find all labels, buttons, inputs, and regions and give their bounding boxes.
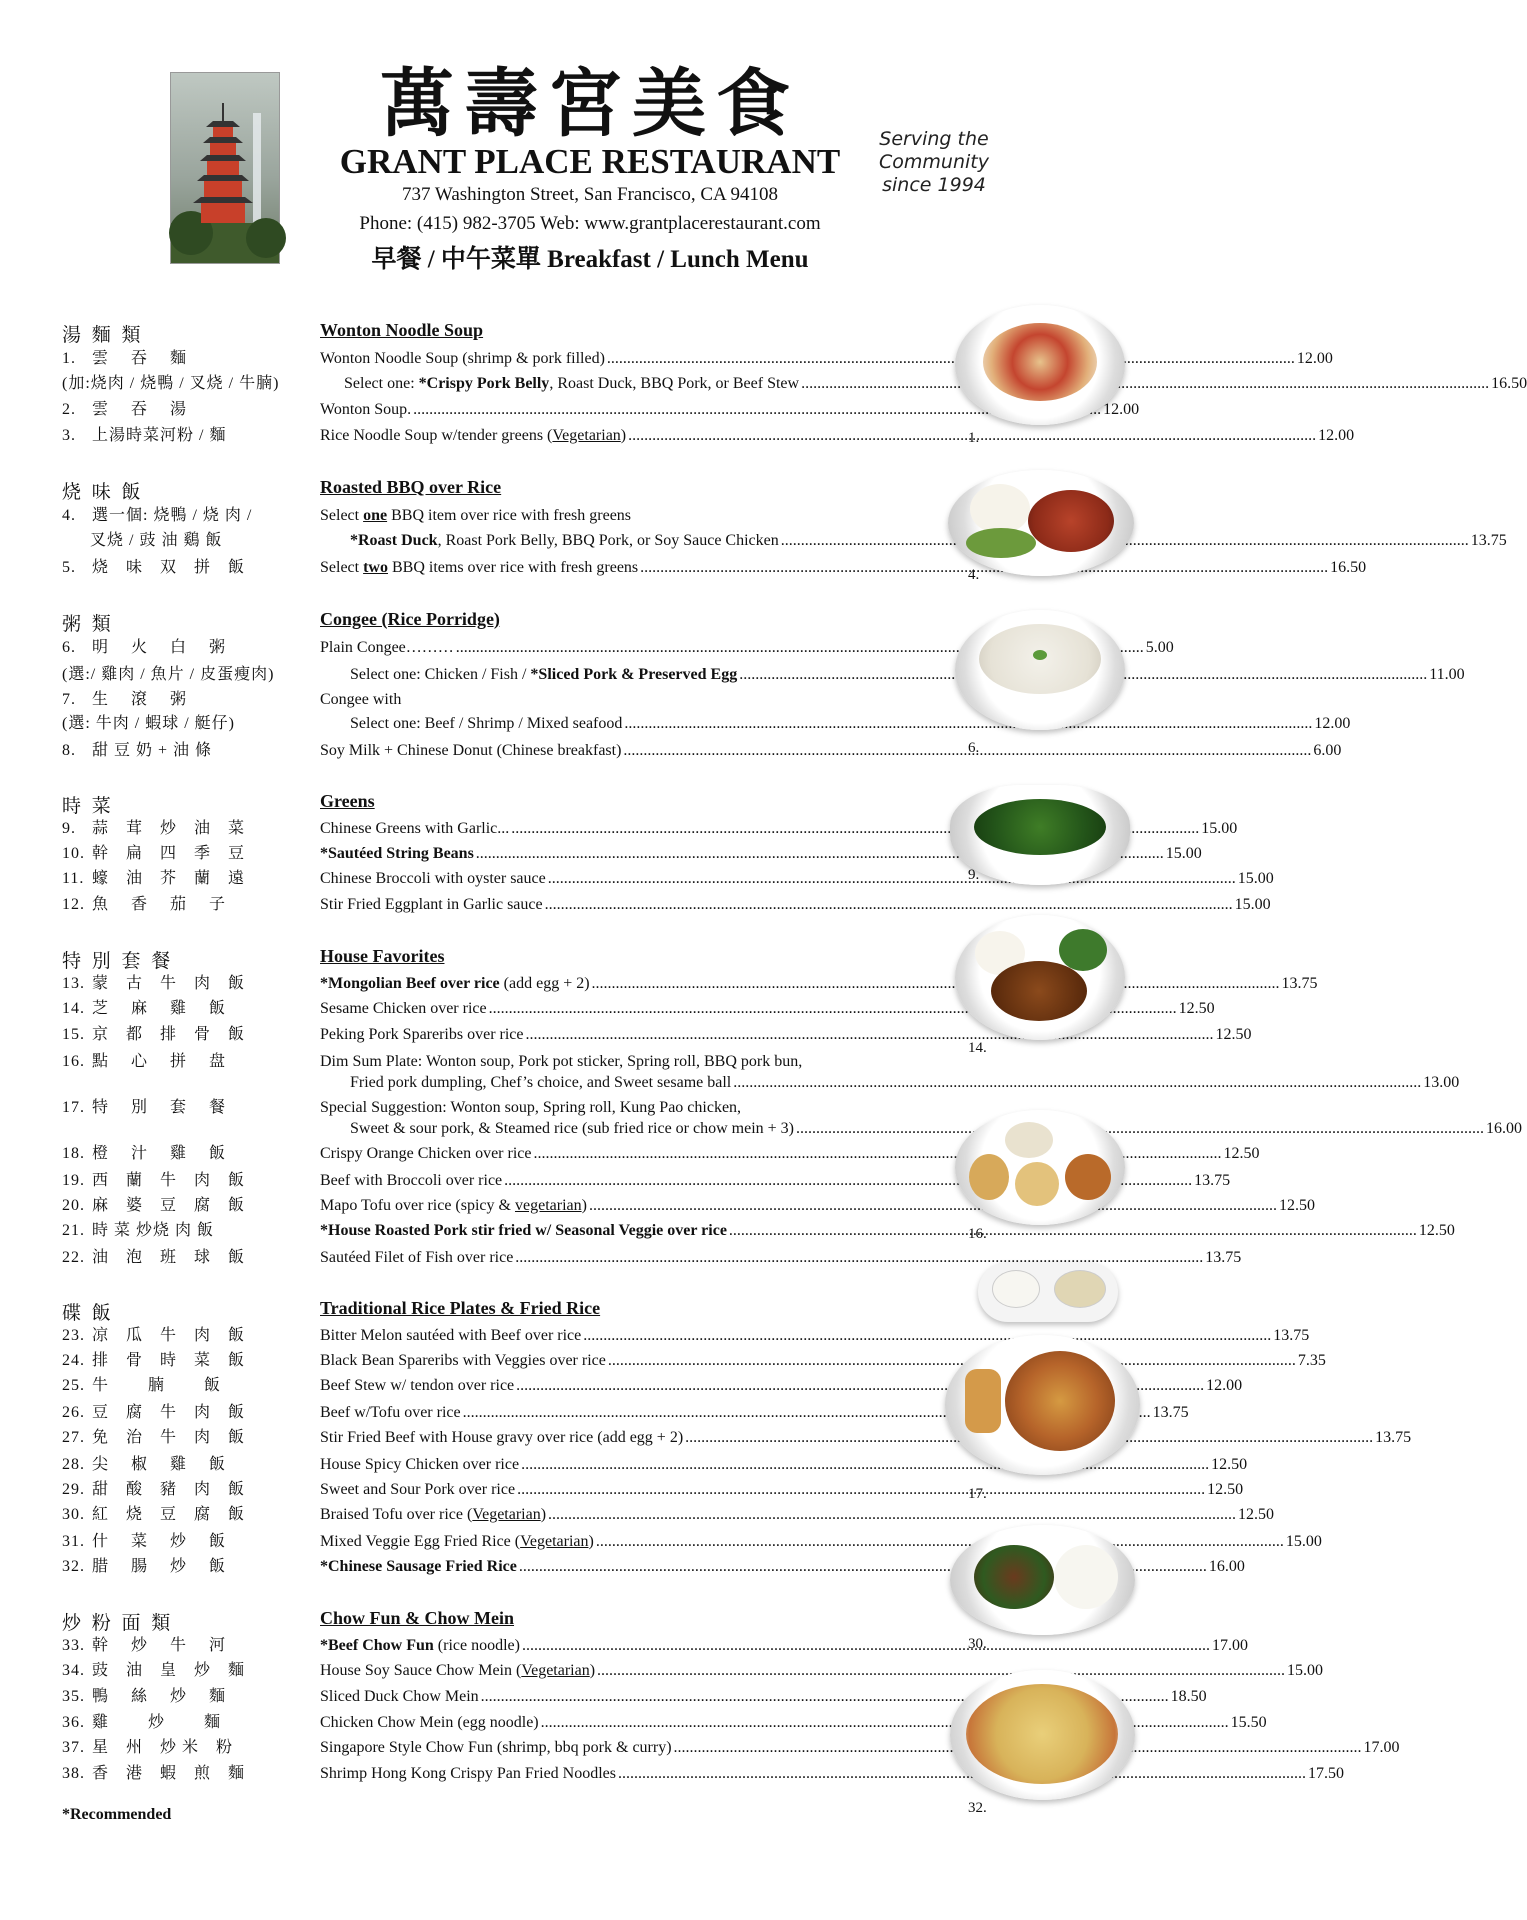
item-number: 2. [62,401,76,418]
menu-item [0,1118,1523,1142]
vegetarian-tag: Vegetarian [520,1533,589,1550]
item-description: Beef with Broccoli over rice [320,1172,503,1189]
item-chinese-name: 腊 腸 炒 飯 [92,1558,227,1575]
item-chinese-name: 幹 扁 四 季 豆 [92,845,246,862]
item-price: 16.00 [1208,1558,1245,1575]
item-number: 30. [62,1506,85,1523]
item-chinese-name: 點 心 拼 盘 [92,1053,227,1070]
item-chinese-name: 麻 婆 豆 腐 飯 [92,1197,246,1214]
item-chinese-name: 橙 汁 雞 飯 [92,1145,227,1162]
item-number: 35. [62,1688,85,1705]
item-description: Chinese Broccoli with oyster sauce [320,870,546,887]
section-heading-cn: 特 別 套 餐 [62,951,174,972]
item-number: 6. [62,639,76,656]
item-chinese-name: (加:烧肉 / 烧鴨 / 叉烧 / 牛腩) [62,375,280,392]
dish-photo-sesame-chicken [955,915,1125,1040]
item-description: ) [620,427,627,444]
item-price: 15.00 [1287,1662,1324,1679]
item-number: 3. [62,427,76,444]
item-description: Select one: [344,375,419,392]
menu-item [0,1247,1242,1271]
item-description: Congee with [320,691,402,708]
item-description: ) [540,1506,547,1523]
item-description: Select [320,507,364,524]
item-number: 26. [62,1404,85,1421]
item-price: 13.75 [1194,1172,1231,1189]
menu-item [0,1454,1248,1478]
menu-item [0,1686,1207,1710]
section-heading: Chow Fun & Chow Mein [320,1608,515,1628]
item-number: 10. [62,845,85,862]
item-chinese-name: 鴨 絲 炒 麵 [92,1688,227,1705]
menu-item [0,1072,1460,1096]
item-price: 18.50 [1170,1688,1207,1705]
item-description: , Roast Duck, BBQ Pork, or Beef Stew [549,375,800,392]
item-chinese-name: 免 治 牛 肉 飯 [92,1429,246,1446]
restaurant-contact: Phone: (415) 982-3705 Web: www.grantplacerestaurant.com [359,213,821,234]
menu-item [0,1402,1189,1426]
item-price: 15.00 [1285,1533,1322,1550]
item-description: Beef w/Tofu over rice [320,1404,461,1421]
recommended-item: *Crispy Pork Belly [418,375,550,392]
item-chinese-name: 紅 烧 豆 腐 飯 [92,1506,246,1523]
section-heading: Wonton Noodle Soup [320,320,484,340]
item-emphasis: one [363,507,388,524]
menu-item [0,348,1333,372]
item-description: (add egg + 2) [499,975,590,992]
item-number: 4. [62,507,76,524]
item-chinese-name: 凉 瓜 牛 肉 飯 [92,1327,246,1344]
item-description: Sweet & sour pork, & Steamed rice (sub fried rice or chow mein + 3) [350,1120,795,1137]
section-heading-cn: 烧 味 飯 [62,482,144,503]
item-description: BBQ item over rice with fresh greens [387,507,632,524]
item-description: Peking Pork Spareribs over rice [320,1026,524,1043]
item-price: 15.00 [1201,820,1238,837]
item-price: 13.75 [1152,1404,1189,1421]
photo-label: 6. [968,740,980,756]
section-heading-cn: 時 菜 [62,796,114,817]
item-chinese-name: 芝 麻 雞 飯 [92,1000,227,1017]
item-description: Soy Milk + Chinese Donut (Chinese breakfast) [320,742,622,759]
item-chinese-name: 西 蘭 牛 肉 飯 [92,1172,246,1189]
item-price: 7.35 [1297,1352,1326,1369]
item-description: Beef Stew w/ tendon over rice [320,1377,515,1394]
item-number: 12. [62,896,85,913]
item-chinese-name: 京 都 排 骨 飯 [92,1026,246,1043]
menu-item [0,505,920,529]
item-description: Fried pork dumpling, Chef’s choice, and Sweet sesame ball [350,1074,732,1091]
menu-item [0,1763,1344,1787]
item-description: Stir Fried Beef with House gravy over rice (add egg + 2) [320,1429,684,1446]
item-number: 22. [62,1249,85,1266]
tagline-line: Serving the [879,128,989,150]
item-chinese-name: 上湯時菜河粉 / 麵 [92,427,227,444]
item-chinese-name: 排 骨 時 菜 飯 [92,1352,246,1369]
item-description: Wonton Soup. [320,401,412,418]
menu-item [0,637,1174,661]
menu-item [0,843,1202,867]
item-chinese-name: 雲 吞 麵 [92,350,188,367]
item-number: 34. [62,1662,85,1679]
item-price: 13.75 [1470,532,1507,549]
recommended-item: *Roast Duck [350,532,438,549]
item-chinese-name: 明 火 白 粥 [92,639,227,656]
item-price: 12.00 [1103,401,1140,418]
photo-label: 9. [968,867,980,883]
item-number: 7. [62,691,76,708]
item-description: Special Suggestion: Wonton soup, Spring roll, Kung Pao chicken, [320,1099,742,1116]
item-number: 29. [62,1481,85,1498]
item-price: 11.00 [1429,666,1465,683]
item-number: 19. [62,1172,85,1189]
item-description: BBQ items over rice with fresh greens [387,559,639,576]
item-number: 25. [62,1377,85,1394]
menu-item [0,713,1351,737]
item-price: 5.00 [1145,639,1174,656]
item-description: Bitter Melon sautéed with Beef over rice [320,1327,582,1344]
menu-item [0,740,1342,764]
item-description: Black Bean Spareribs with Veggies over rice [320,1352,606,1369]
recommended-item: *Beef Chow Fun [320,1637,434,1654]
restaurant-address: 737 Washington Street, San Francisco, CA 94108 [402,184,778,205]
item-number: 9. [62,820,76,837]
item-price: 16.50 [1330,559,1367,576]
item-price: 6.00 [1313,742,1342,759]
photo-label: 4. [968,567,980,583]
recommended-item: *House Roasted Pork stir fried w/ Seasonal Veggie over rice [320,1222,727,1239]
item-number: 5. [62,559,76,576]
item-chinese-name: 甜 豆 奶 + 油 條 [92,742,213,759]
vegetarian-tag: Vegetarian [472,1506,541,1523]
recommended-item: *Mongolian Beef over rice [320,975,500,992]
item-price: 12.50 [1207,1481,1244,1498]
item-number: 28. [62,1456,85,1473]
recommended-item: *Chinese Sausage Fried Rice [320,1558,517,1575]
item-chinese-name: 蠔 油 芥 蘭 遠 [92,870,246,887]
item-price: 13.00 [1423,1074,1460,1091]
section-heading: Roasted BBQ over Rice [320,477,502,497]
item-chinese-name: (選: 牛肉 / 蝦球 / 艇仔) [62,715,235,732]
item-number: 31. [62,1533,85,1550]
menu-item [0,1660,1324,1684]
item-description: Crispy Orange Chicken over rice [320,1145,532,1162]
item-description: Braised Tofu over rice ( [320,1506,473,1523]
section-heading-cn: 炒 粉 面 類 [62,1613,174,1634]
item-description: Chinese Greens with Garlic... [320,820,510,837]
item-chinese-name: 魚 香 茄 子 [92,896,227,913]
item-number: 1. [62,350,76,367]
menu-item [0,1195,1315,1219]
item-number: 16. [62,1053,85,1070]
menu-item [0,1737,1400,1761]
menu-item [0,1170,1231,1194]
item-description: ) [589,1662,596,1679]
item-description: Stir Fried Eggplant in Garlic sauce [320,896,543,913]
item-chinese-name: 叉烧 / 豉 油 鷄 飯 [90,532,223,549]
item-chinese-name: 尖 椒 雞 飯 [92,1456,227,1473]
photo-label: 1. [968,430,980,446]
restaurant-name: GRANT PLACE RESTAURANT [339,142,841,181]
dish-photo-roast-duck [948,470,1134,576]
item-price: 17.50 [1308,1765,1344,1782]
menu-title: 早餐 / 中午菜單 Breakfast / Lunch Menu [371,246,809,273]
item-price: 13.75 [1273,1327,1310,1344]
menu-item [0,425,1355,449]
item-description: Plain Congee……… [320,639,454,656]
item-number: 15. [62,1026,85,1043]
menu-item [0,1143,1260,1167]
menu-item [0,1350,1326,1374]
item-chinese-name: 什 菜 炒 飯 [92,1533,227,1550]
item-description: Select one: Beef / Shrimp / Mixed seafood [350,715,623,732]
menu-item [0,1325,1310,1349]
item-description: Mixed Veggie Egg Fried Rice ( [320,1533,521,1550]
item-chinese-name: 雞 炒 麵 [92,1714,222,1731]
item-chinese-name: 牛 腩 飯 [92,1377,222,1394]
item-price: 13.75 [1375,1429,1412,1446]
item-number: 13. [62,975,85,992]
item-price: 12.50 [1178,1000,1215,1017]
item-description: (rice noodle) [433,1637,520,1654]
menu-item [0,1531,1322,1555]
item-description: , Roast Pork Belly, BBQ Pork, or Soy Sauce Chicken [437,532,779,549]
dish-photo-sausage-fried-rice [950,1670,1135,1800]
item-chinese-name: 香 港 蝦 煎 麵 [92,1765,246,1782]
item-chinese-name: 蒙 古 牛 肉 飯 [92,975,246,992]
item-description: Wonton Noodle Soup (shrimp & pork filled) [320,350,605,367]
item-price: 12.00 [1206,1377,1243,1394]
vegetarian-tag: Vegetarian [521,1662,590,1679]
item-price: 12.00 [1318,427,1355,444]
item-chinese-name: 幹 炒 牛 河 [92,1637,227,1654]
section-heading: Congee (Rice Porridge) [320,609,500,629]
dish-photo-braised-tofu [950,1525,1135,1635]
item-chinese-name: (選:/ 雞肉 / 魚片 / 皮蛋瘦肉) [62,666,275,683]
item-chinese-name: 特 別 套 餐 [92,1099,227,1116]
item-number: 17. [62,1099,85,1116]
item-number: 11. [62,870,85,887]
dish-photo-congee [955,610,1125,730]
section-heading: Greens [320,791,375,811]
item-chinese-name: 甜 酸 豬 肉 飯 [92,1481,246,1498]
item-description: House Soy Sauce Chow Mein ( [320,1662,522,1679]
item-number: 24. [62,1352,85,1369]
item-description: ) [588,1533,594,1550]
menu-item [0,373,1527,397]
recommended-item: *Sautéed String Beans [320,845,474,862]
item-price: 15.00 [1237,870,1274,887]
dish-photo-special-suggestion [945,1335,1140,1475]
item-chinese-name: 豆 腐 牛 肉 飯 [92,1404,246,1421]
menu-item [0,998,1215,1022]
item-number: 20. [62,1197,85,1214]
item-price: 12.00 [1314,715,1351,732]
item-chinese-name: 雲 吞 湯 [92,401,188,418]
item-number: 38. [62,1765,85,1782]
item-number: 37. [62,1739,85,1756]
item-number: 23. [62,1327,85,1344]
photo-label: 14. [968,1040,987,1056]
item-description: Sliced Duck Chow Mein [320,1688,479,1705]
photo-label: 32. [968,1800,987,1816]
item-number: 14. [62,1000,85,1017]
item-description: Mapo Tofu over rice (spicy & [320,1197,515,1214]
item-price: 15.00 [1165,845,1202,862]
item-description: Singapore Style Chow Fun (shrimp, bbq pork & curry) [320,1739,672,1756]
item-chinese-name: 星 州 炒 米 粉 [92,1739,234,1756]
item-price: 12.50 [1211,1456,1248,1473]
tagline-line: Community [879,151,989,173]
restaurant-chinese-name: 萬壽宮美食 [380,61,800,147]
item-price: 17.00 [1211,1637,1248,1654]
item-chinese-name: 選一個: 烧鴨 / 烧 肉 / [92,507,253,524]
item-number: 18. [62,1145,85,1162]
menu-item [0,1556,1245,1580]
item-number: 8. [62,742,76,759]
photo-label: 17. [968,1486,987,1502]
item-description: Select [320,559,364,576]
vegetarian-tag: Vegetarian [552,427,621,444]
menu-item [0,557,1367,581]
menu-item [0,664,1465,688]
section-heading-cn: 粥 類 [62,614,114,635]
item-price: 12.00 [1296,350,1333,367]
vegetarian-tag: vegetarian [514,1197,582,1214]
item-price: 12.50 [1238,1506,1275,1523]
menu-item [0,894,1271,918]
section-heading-cn: 碟 飯 [62,1303,114,1324]
item-chinese-name: 烧 味 双 拼 飯 [92,559,246,576]
tagline [864,128,1004,197]
menu-item [0,399,1140,423]
menu-item [0,1375,1243,1399]
menu-item [0,973,1318,997]
photo-label: 30. [968,1636,987,1652]
item-price: 16.00 [1486,1120,1523,1137]
menu-item [0,689,920,713]
item-description: Chicken Chow Mein (egg noodle) [320,1714,539,1731]
recommended-item: *Sliced Pork & Preserved Egg [530,666,738,683]
item-chinese-name: 蒜 茸 炒 油 菜 [92,820,246,837]
section-heading: Traditional Rice Plates & Fried Rice [320,1298,601,1318]
menu-item [0,530,1507,554]
item-price: 12.50 [1278,1197,1315,1214]
item-description: ) [581,1197,587,1214]
item-description: House Spicy Chicken over rice [320,1456,520,1473]
item-number: 33. [62,1637,85,1654]
item-description: Rice Noodle Soup w/tender greens ( [320,427,553,444]
item-price: 12.50 [1215,1026,1252,1043]
item-number: 32. [62,1558,85,1575]
item-description: Shrimp Hong Kong Crispy Pan Fried Noodles [320,1765,616,1782]
item-price: 15.50 [1230,1714,1267,1731]
dish-photo-wonton-noodle [955,305,1125,425]
item-number: 27. [62,1429,85,1446]
item-price: 12.50 [1223,1145,1260,1162]
item-price: 15.00 [1234,896,1271,913]
menu-item [0,868,1274,892]
item-description: Sesame Chicken over rice [320,1000,487,1017]
item-chinese-name: 油 泡 班 球 飯 [92,1249,246,1266]
item-description: Sweet and Sour Pork over rice [320,1481,516,1498]
item-chinese-name: 生 滾 粥 [92,691,188,708]
dish-photo-rice-soup [978,1262,1118,1322]
item-price: 13.75 [1281,975,1318,992]
item-chinese-name: 豉 油 皇 炒 麵 [92,1662,246,1679]
item-price: 16.50 [1491,375,1527,392]
item-description: Select one: Chicken / Fish / [350,666,531,683]
pagoda-photo [170,72,280,264]
section-heading: House Favorites [320,946,445,966]
item-description: Dim Sum Plate: Wonton soup, Pork pot sticker, Spring roll, BBQ pork bun, [320,1053,803,1070]
item-price: 13.75 [1205,1249,1242,1266]
menu-item [0,818,1238,842]
item-price: 17.00 [1363,1739,1400,1756]
dish-photo-dim-sum [955,1110,1125,1225]
menu-item [0,1504,1275,1528]
tagline-line: since 1994 [882,174,986,196]
item-price: 12.50 [1418,1222,1455,1239]
menu-item [0,1712,1267,1736]
item-number: 21. [62,1222,85,1239]
item-description: Sautéed Filet of Fish over rice [320,1249,514,1266]
item-emphasis: two [363,559,388,576]
menu-item [0,1427,1412,1451]
item-number: 36. [62,1714,85,1731]
recommended-note: *Recommended [62,1806,172,1823]
section-heading-cn: 湯 麵 類 [62,325,144,346]
photo-label: 16. [968,1226,987,1242]
item-chinese-name: 時 菜 炒烧 肉 飯 [92,1222,215,1239]
